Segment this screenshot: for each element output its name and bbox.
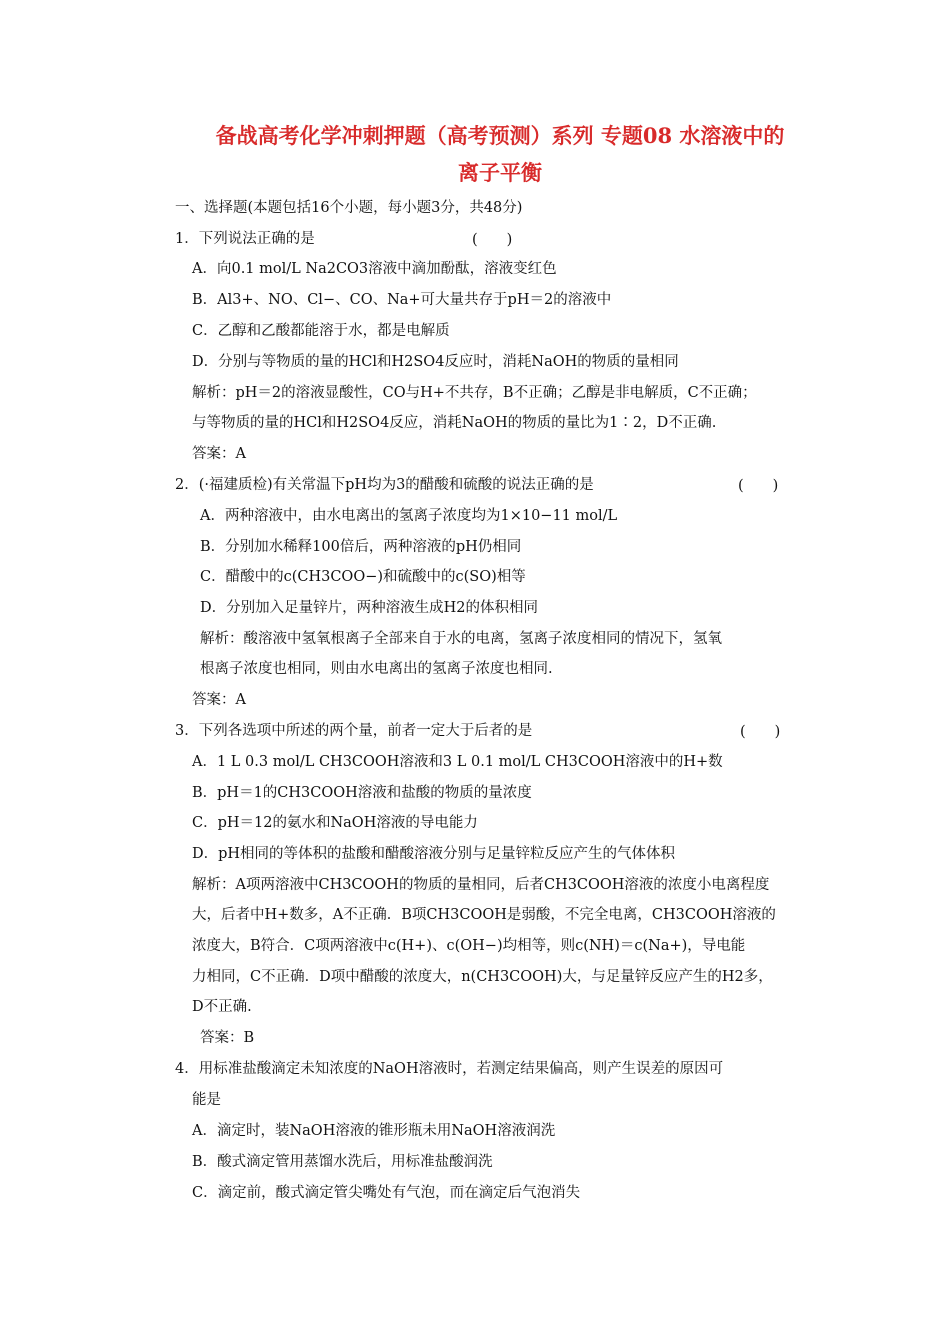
explanation-line: 解析：A项两溶液中CH3COOH的物质的量相同，后者CH3COOH溶液的浓度小电离程度 [192,877,770,893]
question-stem: 2．(·福建质检)有关常温下pH均为3的醋酸和硫酸的说法正确的是 [175,477,594,493]
option-c: C．乙醇和乙酸都能溶于水，都是电解质 [192,323,450,339]
explanation-line: 解析：酸溶液中氢氧根离子全部来自于水的电离，氢离子浓度相同的情况下，氢氧 [200,631,722,647]
option-c: C．滴定前，酸式滴定管尖嘴处有气泡，而在滴定后气泡消失 [192,1185,581,1201]
option-d: D．pH相同的等体积的盐酸和醋酸溶液分别与足量锌粒反应产生的气体体积 [192,846,676,862]
explanation-line: 力相同，C不正确．D项中醋酸的浓度大，n(CH3COOH)大，与足量锌反应产生的H2多， [192,969,773,985]
question-stem-continued: 能是 [192,1092,221,1108]
answer-parentheses: ( ) [472,232,513,248]
option-d: D．分别加入足量锌片，两种溶液生成H2的体积相同 [200,600,538,616]
option-b: B．pH＝1的CH3COOH溶液和盐酸的物质的量浓度 [192,785,532,801]
explanation-line: 根离子浓度也相同，则由水电离出的氢离子浓度也相同. [200,661,553,677]
answer-line: 答案：A [192,446,246,462]
answer-parentheses: ( ) [738,478,779,494]
title-line-1: 备战高考化学冲刺押题（高考预测）系列 专题08 水溶液中的 [215,123,785,148]
option-c: C．醋酸中的c(CH3COO−)和硫酸中的c(SO)相等 [200,569,526,585]
explanation-line: 与等物质的量的HCl和H2SO4反应，消耗NaOH的物质的量比为1∶2，D不正确. [192,415,717,431]
explanation-line: 解析：pH＝2的溶液显酸性，CO与H+不共存，B不正确；乙醇是非电解质，C不正确； [192,385,757,401]
explanation-line: 浓度大，B符合．C项两溶液中c(H+)、c(OH−)均相等，则c(NH)＝c(Na+)，导电能 [192,938,746,954]
option-b: B．酸式滴定管用蒸馏水洗后，用标准盐酸润洗 [192,1154,493,1170]
question-stem: 4．用标准盐酸滴定未知浓度的NaOH溶液时，若测定结果偏高，则产生误差的原因可 [175,1061,724,1077]
option-d: D．分别与等物质的量的HCl和H2SO4反应时，消耗NaOH的物质的量相同 [192,354,679,370]
option-a: A．滴定时，装NaOH溶液的锥形瓶未用NaOH溶液润洗 [192,1123,556,1139]
option-a: A．两种溶液中，由水电离出的氢离子浓度均为1×10−11 mol/L [200,508,618,524]
question-stem: 1．下列说法正确的是 [175,231,315,247]
answer-parentheses: ( ) [740,724,781,740]
option-b: B．Al3+、NO、Cl−、CO、Na+可大量共存于pH＝2的溶液中 [192,292,612,308]
answer-line: 答案：B [200,1030,255,1046]
option-a: A．向0.1 mol/L Na2CO3溶液中滴加酚酞，溶液变红色 [192,261,557,277]
title-line-2: 离子平衡 [458,160,542,185]
option-b: B．分别加水稀释100倍后，两种溶液的pH仍相同 [200,539,522,555]
question-stem: 3．下列各选项中所述的两个量，前者一定大于后者的是 [175,723,533,739]
section-heading: 一、选择题(本题包括16个小题，每小题3分，共48分) [175,200,523,216]
explanation-line: 大，后者中H+数多，A不正确．B项CH3COOH是弱酸，不完全电离，CH3COOH溶液的 [192,907,776,923]
option-a: A．1 L 0.3 mol/L CH3COOH溶液和3 L 0.1 mol/L CH3COOH溶液中的H+数 [192,754,723,770]
explanation-line: D不正确. [192,999,252,1015]
answer-line: 答案：A [192,692,246,708]
option-c: C．pH＝12的氨水和NaOH溶液的导电能力 [192,815,478,831]
